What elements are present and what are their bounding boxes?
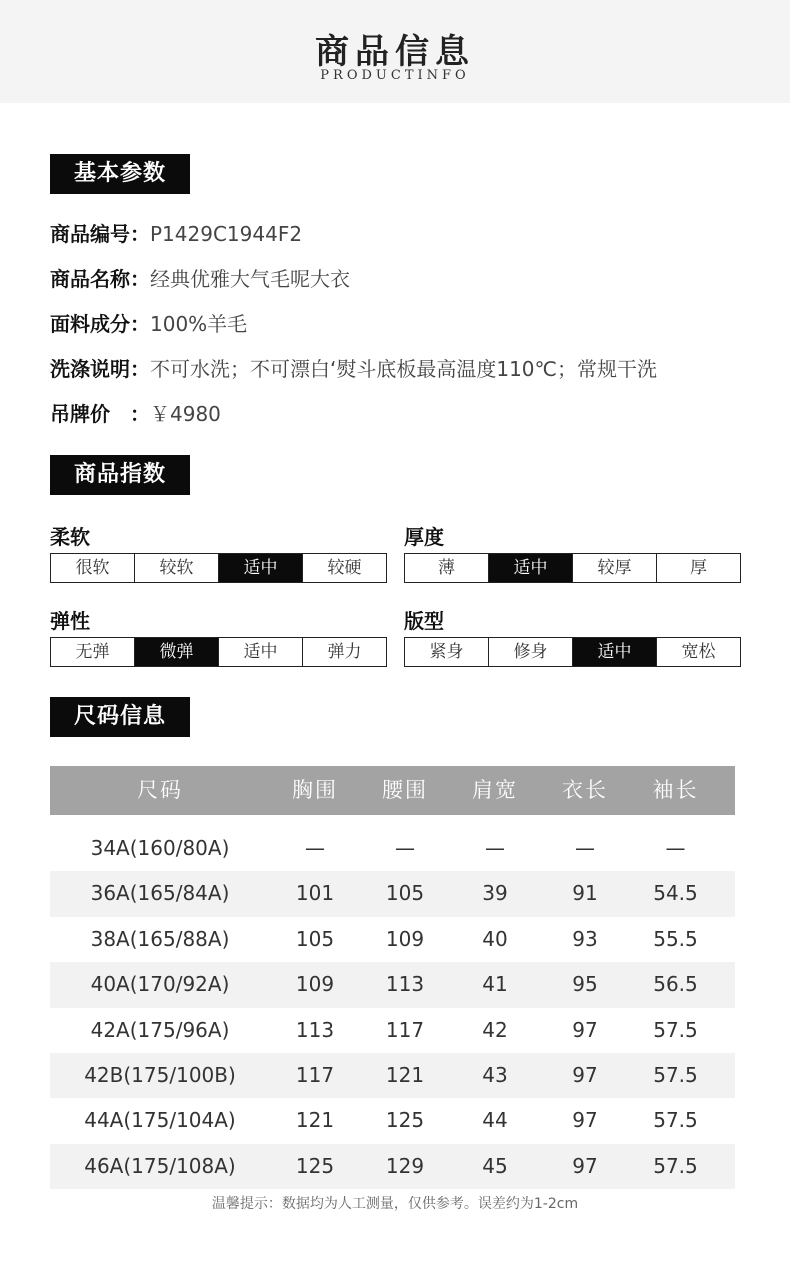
table-cell: 57.5 xyxy=(653,1017,698,1042)
section-index-title: 商品指数 xyxy=(50,455,190,495)
size-table xyxy=(50,766,735,1189)
table-cell: 91 xyxy=(572,881,598,906)
table-row xyxy=(50,826,735,871)
index-option: 微弹 xyxy=(134,638,218,666)
index-option: 厚 xyxy=(656,554,740,582)
index-title-fit: 版型 xyxy=(404,609,444,633)
index-option: 薄 xyxy=(438,558,455,578)
table-cell: — xyxy=(575,836,595,860)
param-key: 洗涤说明： xyxy=(50,357,150,381)
table-cell: 46A(175/108A) xyxy=(84,1153,236,1178)
param-key: 商品编号： xyxy=(50,222,150,246)
table-cell: 44A(175/104A) xyxy=(84,1108,236,1133)
table-row xyxy=(50,1053,735,1098)
table-cell: 41 xyxy=(482,972,508,997)
table-row xyxy=(50,1144,735,1189)
table-cell: 125 xyxy=(295,1153,335,1178)
table-gap xyxy=(50,815,735,826)
table-cell: 121 xyxy=(295,1108,335,1133)
section-size-title: 尺码信息 xyxy=(50,697,190,737)
size-table-header-cell: 肩宽 xyxy=(472,778,518,802)
table-cell: 97 xyxy=(572,1062,598,1087)
table-cell: 57.5 xyxy=(653,1153,698,1178)
page-header xyxy=(0,0,790,103)
size-table-header-cell: 腰围 xyxy=(382,778,428,802)
index-bar-fit xyxy=(404,637,741,667)
table-cell: 97 xyxy=(572,1108,598,1133)
index-option: 修身 xyxy=(488,638,572,666)
table-cell: 121 xyxy=(385,1062,425,1087)
index-option: 适中 xyxy=(488,554,572,582)
table-cell: 93 xyxy=(572,926,598,951)
index-option: 紧身 xyxy=(429,642,464,662)
section-basic-title: 基本参数 xyxy=(50,154,190,194)
index-option: 较软 xyxy=(134,554,218,582)
param-row-wash xyxy=(50,355,657,383)
table-row xyxy=(50,871,735,916)
index-bar-softness xyxy=(50,553,387,583)
size-table-header xyxy=(50,766,735,815)
table-cell: 105 xyxy=(295,926,335,951)
index-title-softness: 柔软 xyxy=(50,525,90,549)
param-value: P1429C1944F2 xyxy=(150,222,303,246)
table-cell: 117 xyxy=(295,1062,335,1087)
table-cell: 38A(165/88A) xyxy=(90,926,230,951)
table-cell: 117 xyxy=(385,1017,425,1042)
table-row xyxy=(50,962,735,1007)
index-option: 较硬 xyxy=(302,554,386,582)
index-option: 适中 xyxy=(218,638,302,666)
table-cell: 113 xyxy=(295,1017,335,1042)
size-table-header-cell: 尺码 xyxy=(137,778,183,802)
table-cell: 40A(170/92A) xyxy=(90,972,230,997)
index-option: 适中 xyxy=(218,554,302,582)
table-cell: 55.5 xyxy=(653,926,698,951)
table-cell: — xyxy=(395,836,415,860)
table-cell: 109 xyxy=(295,972,335,997)
table-cell: 45 xyxy=(482,1153,508,1178)
index-title-elasticity: 弹性 xyxy=(50,609,90,633)
table-cell: 36A(165/84A) xyxy=(90,881,230,906)
size-table-header-cell: 衣长 xyxy=(562,778,608,802)
table-cell: 125 xyxy=(385,1108,425,1133)
table-cell: 54.5 xyxy=(653,881,698,906)
table-cell: 56.5 xyxy=(653,972,698,997)
size-table-body xyxy=(50,826,735,1189)
size-table-header-cell: 胸围 xyxy=(292,778,338,802)
table-row xyxy=(50,1098,735,1143)
table-cell: 95 xyxy=(572,972,598,997)
page-subtitle: PRODUCTINFO xyxy=(320,68,470,83)
table-cell: 39 xyxy=(482,881,508,906)
table-cell: 42B(175/100B) xyxy=(84,1062,236,1087)
size-table-header-cell: 袖长 xyxy=(652,778,699,802)
table-cell: — xyxy=(485,836,505,860)
table-cell: 42 xyxy=(482,1017,508,1042)
table-cell: 97 xyxy=(572,1153,598,1178)
param-row-code xyxy=(50,220,302,248)
index-option: 很软 xyxy=(75,558,110,578)
param-key: 商品名称： xyxy=(50,267,150,291)
index-bar-elasticity xyxy=(50,637,387,667)
table-cell: — xyxy=(305,836,325,860)
table-cell: 40 xyxy=(482,926,508,951)
param-row-material xyxy=(50,310,247,338)
param-value: ￥4980 xyxy=(150,402,221,426)
index-option: 宽松 xyxy=(656,638,740,666)
index-option: 无弹 xyxy=(75,642,110,662)
index-option: 弹力 xyxy=(302,638,386,666)
param-row-price xyxy=(50,400,221,428)
param-key: 面料成分： xyxy=(50,312,150,336)
table-cell: 105 xyxy=(385,881,425,906)
table-cell: 57.5 xyxy=(653,1108,698,1133)
table-cell: 109 xyxy=(385,926,425,951)
index-title-thickness: 厚度 xyxy=(404,525,444,549)
table-row xyxy=(50,1008,735,1053)
param-key: 吊牌价 ： xyxy=(50,402,150,426)
table-cell: — xyxy=(665,836,686,860)
param-row-name xyxy=(50,265,350,293)
param-value: 不可水洗；不可漂白‘熨斗底板最高温度110℃；常规干洗 xyxy=(150,357,657,381)
page-title: 商品信息 xyxy=(315,32,475,72)
table-cell: 42A(175/96A) xyxy=(90,1017,230,1042)
table-cell: 57.5 xyxy=(653,1062,698,1087)
table-cell: 97 xyxy=(572,1017,598,1042)
table-cell: 44 xyxy=(482,1108,508,1133)
param-value: 100%羊毛 xyxy=(150,312,248,336)
table-cell: 101 xyxy=(295,881,335,906)
table-row xyxy=(50,917,735,962)
index-bar-thickness xyxy=(404,553,741,583)
table-cell: 34A(160/80A) xyxy=(90,836,230,860)
table-cell: 43 xyxy=(482,1062,508,1087)
measurement-note: 温馨提示：数据均为人工测量，仅供参考。误差约为1-2cm xyxy=(211,1196,579,1212)
param-value: 经典优雅大气毛呢大衣 xyxy=(150,267,350,291)
index-option: 适中 xyxy=(572,638,656,666)
table-cell: 113 xyxy=(385,972,425,997)
table-cell: 129 xyxy=(385,1153,425,1178)
index-option: 较厚 xyxy=(572,554,656,582)
